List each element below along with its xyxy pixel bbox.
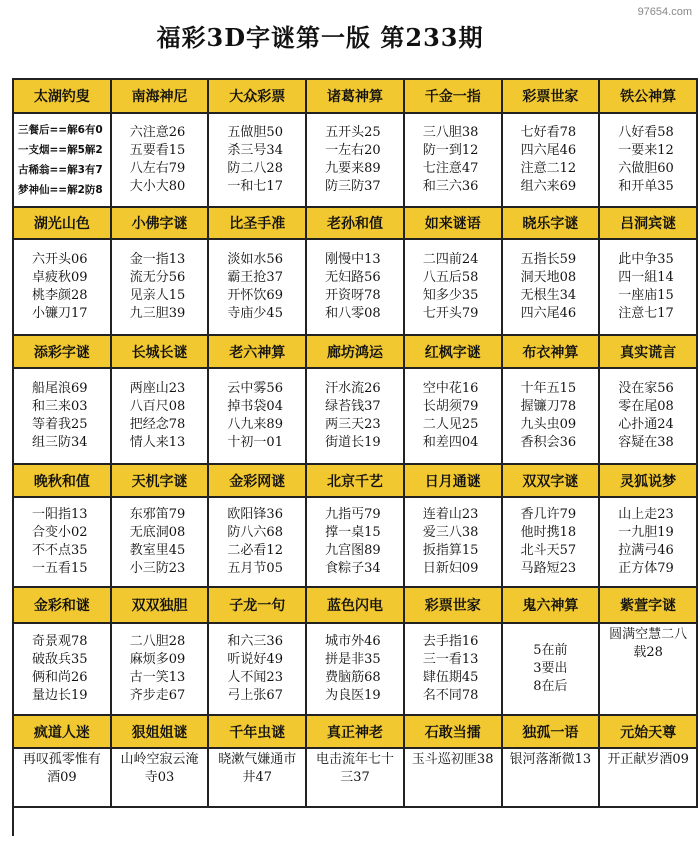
puzzle-line: 听说好49 bbox=[227, 652, 283, 667]
puzzle-line: 马路短23 bbox=[520, 561, 577, 576]
puzzle-line: 梦神仙==解2防8 bbox=[18, 184, 103, 196]
puzzle-line: 流无分56 bbox=[129, 270, 186, 285]
puzzle-line: 正方体79 bbox=[618, 561, 674, 576]
puzzle-line: 奇景观78 bbox=[32, 634, 88, 649]
puzzle-cell bbox=[112, 369, 210, 465]
column-header: 比圣手准 bbox=[209, 208, 307, 240]
puzzle-line: 汗水流26 bbox=[325, 381, 381, 396]
column-header: 晚秋和值 bbox=[14, 465, 112, 498]
puzzle-line: 杀三号34 bbox=[227, 143, 283, 158]
puzzle-line: 卓疲秋09 bbox=[32, 270, 88, 285]
puzzle-line: 拉满弓46 bbox=[618, 543, 674, 558]
puzzle-cell bbox=[14, 624, 112, 716]
puzzle-line: 寺庙少45 bbox=[227, 306, 283, 321]
column-header: 布衣神算 bbox=[503, 336, 601, 369]
puzzle-line: 破敌兵35 bbox=[32, 652, 88, 667]
column-header: 双双字谜 bbox=[503, 465, 601, 498]
puzzle-line: 七好看78 bbox=[520, 125, 577, 140]
puzzle-line: 五指长59 bbox=[520, 252, 577, 267]
puzzle-line: 弓上张67 bbox=[227, 688, 283, 703]
puzzle-line: 东邪笛79 bbox=[129, 507, 186, 522]
puzzle-line: 掉书袋04 bbox=[227, 399, 283, 414]
puzzle-line: 洞天地08 bbox=[520, 270, 577, 285]
puzzle-line: 和开单35 bbox=[618, 179, 674, 194]
puzzle-line: 三八胆38 bbox=[422, 125, 479, 140]
puzzle-line: 大小大80 bbox=[129, 179, 186, 194]
puzzle-line: 此中争35 bbox=[618, 252, 674, 267]
puzzle-line: 小三防23 bbox=[129, 561, 186, 576]
puzzle-line: 注意七17 bbox=[618, 306, 674, 321]
puzzle-cell bbox=[600, 240, 698, 336]
puzzle-cell bbox=[307, 624, 405, 716]
puzzle-cell bbox=[112, 624, 210, 716]
column-header: 千金一指 bbox=[405, 80, 503, 114]
column-header: 铁公神算 bbox=[600, 80, 698, 114]
puzzle-line: 齐步走67 bbox=[129, 688, 186, 703]
puzzle-line: 撑一桌15 bbox=[325, 525, 381, 540]
puzzle-line: 六开头06 bbox=[32, 252, 88, 267]
column-header: 彩票世家 bbox=[503, 80, 601, 114]
puzzle-cell bbox=[307, 369, 405, 465]
puzzle-cell bbox=[112, 498, 210, 588]
puzzle-line: 人不闻23 bbox=[227, 670, 283, 685]
puzzle-cell bbox=[112, 749, 210, 808]
puzzle-line: 一和七17 bbox=[227, 179, 283, 194]
puzzle-line: 和八零08 bbox=[325, 306, 381, 321]
puzzle-line: 六注意26 bbox=[129, 125, 186, 140]
column-header: 彩票世家 bbox=[405, 588, 503, 624]
puzzle-line: 防一到12 bbox=[422, 143, 479, 158]
puzzle-line: 和差四04 bbox=[422, 435, 479, 450]
puzzle-line: 十年五15 bbox=[520, 381, 577, 396]
puzzle-line: 和六三36 bbox=[227, 634, 283, 649]
puzzle-line: 十初一01 bbox=[227, 435, 283, 450]
puzzle-line: 一阳指13 bbox=[32, 507, 88, 522]
column-header: 廊坊鸿运 bbox=[307, 336, 405, 369]
puzzle-line: 无底洞08 bbox=[129, 525, 186, 540]
column-header: 天机字谜 bbox=[112, 465, 210, 498]
puzzle-cell bbox=[209, 624, 307, 716]
puzzle-line: 注意二12 bbox=[520, 161, 577, 176]
puzzle-line: 扳指算15 bbox=[422, 543, 479, 558]
puzzle-line: 玉斗巡初匪38 bbox=[411, 752, 494, 767]
puzzle-line: 四六尾46 bbox=[520, 143, 577, 158]
column-header: 真正神老 bbox=[307, 716, 405, 749]
puzzle-cell bbox=[307, 240, 405, 336]
column-header: 晓乐字谜 bbox=[503, 208, 601, 240]
puzzle-line: 古稀翁==解3有7 bbox=[18, 164, 103, 176]
column-header: 金彩和谜 bbox=[14, 588, 112, 624]
puzzle-cell bbox=[405, 749, 503, 808]
puzzle-cell bbox=[405, 624, 503, 716]
puzzle-line: 古一笑13 bbox=[129, 670, 186, 685]
puzzle-line: 八好看58 bbox=[618, 125, 674, 140]
puzzle-line: 容疑在38 bbox=[618, 435, 674, 450]
puzzle-line: 霸王抢37 bbox=[227, 270, 283, 285]
puzzle-line: 圆满空慧二八载28 bbox=[609, 627, 688, 660]
puzzle-cell bbox=[209, 114, 307, 208]
puzzle-cell bbox=[14, 240, 112, 336]
puzzle-line: 知多少35 bbox=[422, 288, 479, 303]
puzzle-cell bbox=[14, 749, 112, 808]
puzzle-line: 九三胆39 bbox=[129, 306, 186, 321]
column-header: 元始天尊 bbox=[600, 716, 698, 749]
puzzle-line: 连着山23 bbox=[422, 507, 479, 522]
puzzle-line: 绿苔钱37 bbox=[325, 399, 381, 414]
puzzle-line: 和三来03 bbox=[32, 399, 88, 414]
puzzle-line: 拼是非35 bbox=[325, 652, 381, 667]
puzzle-cell bbox=[14, 114, 112, 208]
puzzle-line: 银河落渐微13 bbox=[509, 752, 592, 767]
puzzle-line: 淡如水56 bbox=[227, 252, 283, 267]
column-header: 真实谎言 bbox=[600, 336, 698, 369]
puzzle-line: 不不点35 bbox=[32, 543, 88, 558]
column-header: 老孙和值 bbox=[307, 208, 405, 240]
puzzle-line: 二八胆28 bbox=[129, 634, 186, 649]
column-header: 长城长谜 bbox=[112, 336, 210, 369]
puzzle-cell bbox=[600, 369, 698, 465]
puzzle-line: 教室里45 bbox=[129, 543, 186, 558]
puzzle-line: 小镰刀17 bbox=[32, 306, 88, 321]
puzzle-line: 六做胆60 bbox=[618, 161, 674, 176]
puzzle-line: 他时携18 bbox=[520, 525, 577, 540]
column-header: 千年虫谜 bbox=[209, 716, 307, 749]
puzzle-line: 八五后58 bbox=[422, 270, 479, 285]
puzzle-line: 云中雾56 bbox=[227, 381, 283, 396]
puzzle-line: 两座山23 bbox=[129, 381, 186, 396]
puzzle-line: 街道长19 bbox=[325, 435, 381, 450]
puzzle-line: 七开头79 bbox=[422, 306, 479, 321]
puzzle-cell bbox=[405, 240, 503, 336]
puzzle-line: 爱三八38 bbox=[422, 525, 479, 540]
puzzle-line: 零在尾08 bbox=[618, 399, 674, 414]
puzzle-line: 开资呀78 bbox=[325, 288, 381, 303]
puzzle-line: 名不同78 bbox=[422, 688, 479, 703]
puzzle-line: 三餐后==解6有0 bbox=[18, 124, 103, 136]
puzzle-line: 见亲人15 bbox=[129, 288, 186, 303]
puzzle-line: 九要来89 bbox=[325, 161, 381, 176]
puzzle-line: 船尾浪69 bbox=[32, 381, 88, 396]
puzzle-line: 城市外46 bbox=[325, 634, 381, 649]
column-header: 吕洞宾谜 bbox=[600, 208, 698, 240]
puzzle-line: 3要出 bbox=[533, 661, 568, 676]
puzzle-line: 一要来12 bbox=[618, 143, 674, 158]
puzzle-line: 长胡须79 bbox=[422, 399, 479, 414]
puzzle-cell bbox=[209, 240, 307, 336]
puzzle-cell bbox=[307, 114, 405, 208]
puzzle-line: 把经念78 bbox=[129, 417, 186, 432]
puzzle-line: 空中花16 bbox=[422, 381, 479, 396]
puzzle-line: 五开头25 bbox=[325, 125, 381, 140]
puzzle-line: 费脑筋68 bbox=[325, 670, 381, 685]
column-header: 蓝色闪电 bbox=[307, 588, 405, 624]
puzzle-cell bbox=[503, 749, 601, 808]
puzzle-line: 防八六68 bbox=[227, 525, 283, 540]
puzzle-line: 三一看13 bbox=[422, 652, 479, 667]
puzzle-line: 四六尾46 bbox=[520, 306, 577, 321]
puzzle-line: 四一組14 bbox=[618, 270, 674, 285]
puzzle-cell bbox=[600, 498, 698, 588]
puzzle-line: 八九来89 bbox=[227, 417, 283, 432]
puzzle-line: 桃李颜28 bbox=[32, 288, 88, 303]
puzzle-line: 开怀饮69 bbox=[227, 288, 283, 303]
puzzle-line: 无根生34 bbox=[520, 288, 577, 303]
puzzle-cell bbox=[14, 498, 112, 588]
puzzle-line: 八百尺08 bbox=[129, 399, 186, 414]
column-header: 北京千艺 bbox=[307, 465, 405, 498]
column-header: 狠姐姐谜 bbox=[112, 716, 210, 749]
puzzle-line: 五做胆50 bbox=[227, 125, 283, 140]
puzzle-line: 麻烦多09 bbox=[129, 652, 186, 667]
puzzle-line: 合变小02 bbox=[32, 525, 88, 540]
puzzle-line: 九指丐79 bbox=[325, 507, 381, 522]
page-title: 福彩3D字谜第一版 第233期 bbox=[156, 23, 484, 52]
column-header: 红枫字谜 bbox=[405, 336, 503, 369]
puzzle-cell bbox=[209, 749, 307, 808]
puzzle-line: 一左右20 bbox=[325, 143, 381, 158]
puzzle-line: 山上走23 bbox=[618, 507, 674, 522]
column-header: 石敢当擂 bbox=[405, 716, 503, 749]
puzzle-line: 去手指16 bbox=[422, 634, 479, 649]
puzzle-cell bbox=[112, 114, 210, 208]
puzzle-line: 香几许79 bbox=[520, 507, 577, 522]
column-header: 老六神算 bbox=[209, 336, 307, 369]
puzzle-line: 食粽子34 bbox=[325, 561, 381, 576]
puzzle-cell bbox=[405, 114, 503, 208]
puzzle-cell bbox=[209, 369, 307, 465]
column-header: 紫萱字谜 bbox=[600, 588, 698, 624]
puzzle-line: 肆伍期45 bbox=[422, 670, 479, 685]
puzzle-cell bbox=[14, 369, 112, 465]
puzzle-line: 日新妇09 bbox=[422, 561, 479, 576]
puzzle-line: 北斗天57 bbox=[520, 543, 577, 558]
puzzle-line: 一九胆19 bbox=[618, 525, 674, 540]
column-header: 独孤一语 bbox=[503, 716, 601, 749]
puzzle-line: 心扑通24 bbox=[618, 417, 674, 432]
puzzle-table bbox=[12, 78, 698, 836]
column-header: 太湖钓叟 bbox=[14, 80, 112, 114]
puzzle-cell bbox=[600, 114, 698, 208]
puzzle-line: 五要看15 bbox=[129, 143, 186, 158]
puzzle-line: 握镰刀78 bbox=[520, 399, 577, 414]
puzzle-line: 防三防37 bbox=[325, 179, 381, 194]
puzzle-cell bbox=[405, 369, 503, 465]
puzzle-line: 八左右79 bbox=[129, 161, 186, 176]
puzzle-line: 欧阳锋36 bbox=[227, 507, 283, 522]
puzzle-line: 组三防34 bbox=[32, 435, 88, 450]
puzzle-cell bbox=[307, 749, 405, 808]
puzzle-cell bbox=[503, 498, 601, 588]
puzzle-line: 两三天23 bbox=[325, 417, 381, 432]
column-header: 添彩字谜 bbox=[14, 336, 112, 369]
column-header: 灵狐说梦 bbox=[600, 465, 698, 498]
puzzle-line: 一座庙15 bbox=[618, 288, 674, 303]
puzzle-line: 和三六36 bbox=[422, 179, 479, 194]
puzzle-cell bbox=[503, 114, 601, 208]
puzzle-cell bbox=[600, 624, 698, 716]
puzzle-line: 组六来69 bbox=[520, 179, 577, 194]
column-header: 小佛字谜 bbox=[112, 208, 210, 240]
puzzle-line: 开正献岁酒09 bbox=[607, 752, 689, 767]
puzzle-line: 山岭空寂云淹寺03 bbox=[120, 752, 199, 785]
puzzle-line: 为良医19 bbox=[325, 688, 381, 703]
puzzle-line: 二四前24 bbox=[422, 252, 479, 267]
puzzle-line: 电击流年七十三37 bbox=[315, 752, 394, 785]
puzzle-line: 再叹孤零惟有酒09 bbox=[22, 752, 101, 785]
puzzle-line: 九宫图89 bbox=[325, 543, 381, 558]
puzzle-line: 防二八28 bbox=[227, 161, 283, 176]
puzzle-line: 无妇路56 bbox=[325, 270, 381, 285]
puzzle-cell bbox=[209, 498, 307, 588]
column-header: 大众彩票 bbox=[209, 80, 307, 114]
puzzle-line: 晓漱气嫌通市井47 bbox=[218, 752, 297, 785]
puzzle-line: 五月节05 bbox=[227, 561, 283, 576]
puzzle-line: 二人见25 bbox=[422, 417, 479, 432]
puzzle-line: 刚慢中13 bbox=[325, 252, 381, 267]
column-header: 诸葛神算 bbox=[307, 80, 405, 114]
puzzle-line: 8在后 bbox=[533, 679, 568, 694]
column-header: 南海神尼 bbox=[112, 80, 210, 114]
puzzle-cell bbox=[307, 498, 405, 588]
column-header: 双双独胆 bbox=[112, 588, 210, 624]
column-header: 子龙一句 bbox=[209, 588, 307, 624]
puzzle-line: 香积会36 bbox=[520, 435, 577, 450]
puzzle-line: 量边长19 bbox=[32, 688, 88, 703]
puzzle-line: 俩和尚26 bbox=[32, 670, 88, 685]
puzzle-line: 金一指13 bbox=[129, 252, 186, 267]
puzzle-line: 九头虫09 bbox=[520, 417, 577, 432]
column-header: 湖光山色 bbox=[14, 208, 112, 240]
puzzle-line: 七注意47 bbox=[422, 161, 479, 176]
puzzle-cell bbox=[503, 240, 601, 336]
puzzle-cell bbox=[112, 240, 210, 336]
puzzle-line: 一支烟==解5解2 bbox=[18, 144, 103, 156]
puzzle-cell bbox=[600, 749, 698, 808]
watermark: 97654.com bbox=[637, 6, 692, 18]
puzzle-cell bbox=[405, 498, 503, 588]
column-header: 日月通谜 bbox=[405, 465, 503, 498]
puzzle-line: 一五看15 bbox=[32, 561, 88, 576]
column-header: 金彩网谜 bbox=[209, 465, 307, 498]
puzzle-cell bbox=[503, 369, 601, 465]
column-header: 鬼六神算 bbox=[503, 588, 601, 624]
puzzle-line: 等着我25 bbox=[32, 417, 88, 432]
puzzle-line: 二必看12 bbox=[227, 543, 283, 558]
puzzle-cell bbox=[503, 624, 601, 716]
puzzle-line: 5在前 bbox=[533, 643, 568, 658]
column-header: 疯道人迷 bbox=[14, 716, 112, 749]
column-header: 如来谜语 bbox=[405, 208, 503, 240]
puzzle-line: 没在家56 bbox=[618, 381, 674, 396]
puzzle-line: 情人来13 bbox=[129, 435, 186, 450]
